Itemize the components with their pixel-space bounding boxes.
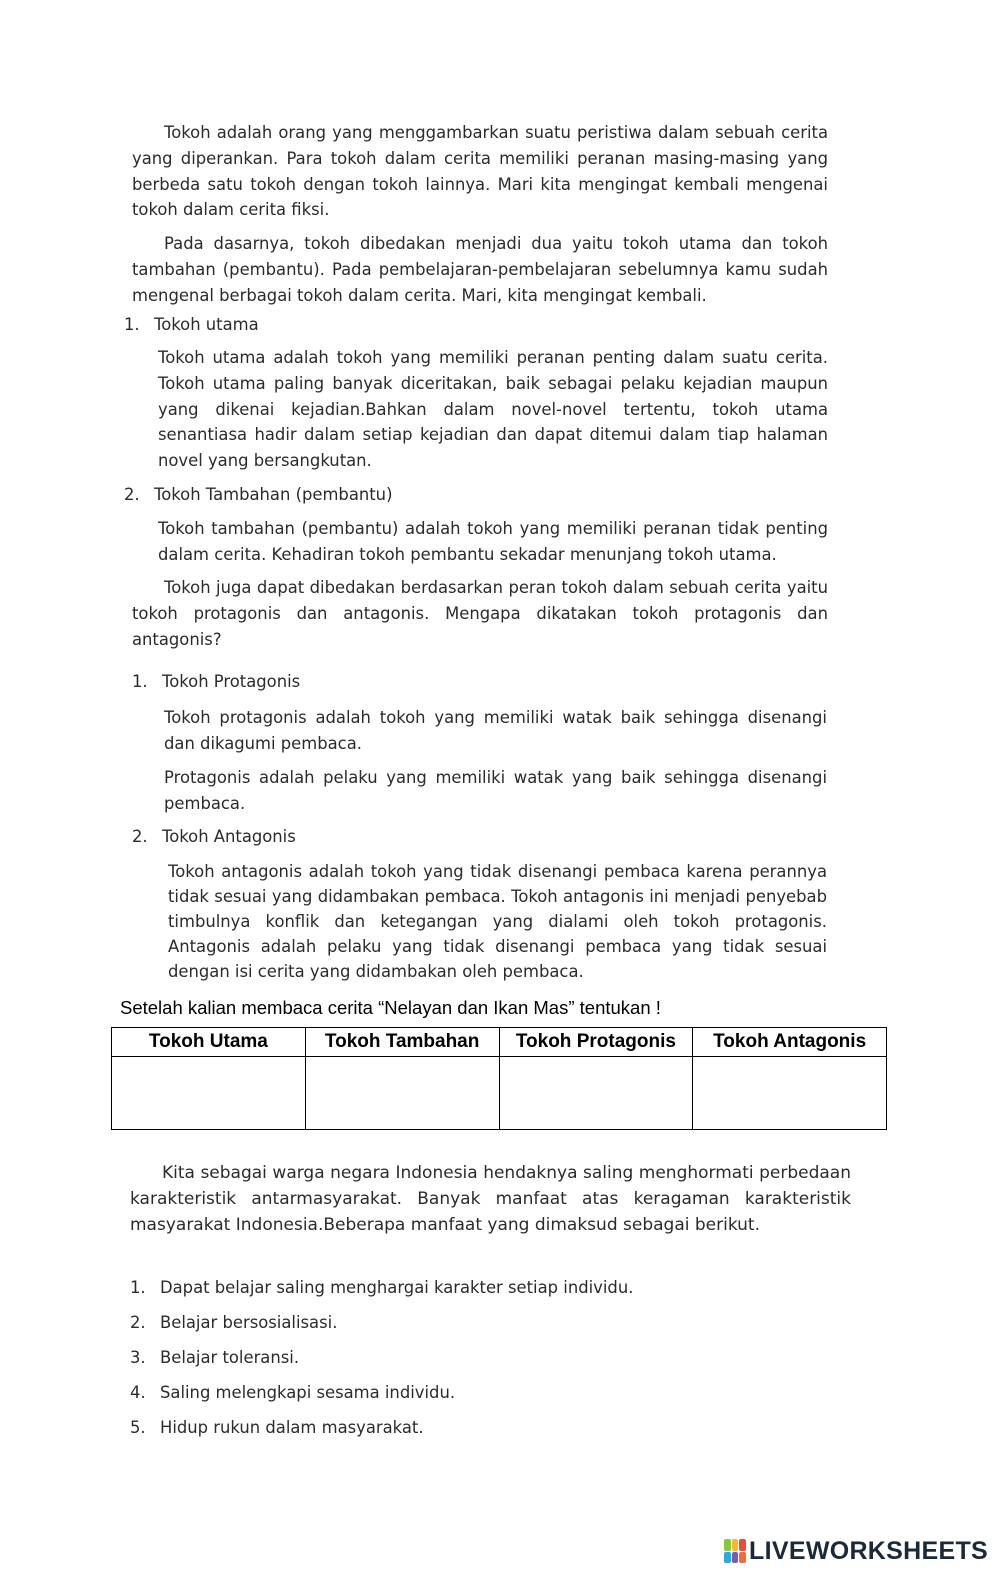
header-tokoh-tambahan: Tokoh Tambahan	[305, 1028, 499, 1057]
item-title: Tokoh utama	[154, 315, 259, 334]
liveworksheets-logo-text: LIVEWORKSHEETS	[749, 1536, 988, 1565]
item-number: 2.	[132, 827, 148, 846]
item-number: 2.	[124, 485, 140, 504]
header-tokoh-utama: Tokoh Utama	[112, 1028, 306, 1057]
intro-section-2	[132, 231, 828, 308]
protagonis-description-1: Tokoh protagonis adalah tokoh yang memiliki watak baik sehingga disenangi dan dikagumi pembaca.	[164, 708, 827, 753]
protagonis-description-block-2	[164, 765, 827, 817]
answer-cell-tokoh-protagonis[interactable]	[499, 1057, 693, 1130]
benefit-list-item	[130, 1311, 337, 1335]
liveworksheets-logo-icon	[724, 1539, 746, 1563]
logo-block	[724, 1539, 731, 1551]
item-title: Tokoh Antagonis	[162, 827, 296, 846]
item-text: Dapat belajar saling menghargai karakter setiap individu.	[160, 1278, 634, 1297]
item-number: 4.	[130, 1383, 146, 1402]
tokoh-utama-description-block	[158, 345, 828, 474]
antagonis-description-block	[168, 859, 827, 984]
liveworksheets-logo[interactable]	[724, 1536, 988, 1566]
answer-cell-tokoh-antagonis[interactable]	[693, 1057, 887, 1130]
logo-block	[732, 1552, 739, 1564]
benefit-list-item	[130, 1346, 299, 1370]
closing-paragraph: Kita sebagai warga negara Indonesia hendaknya saling menghormati perbedaan karakteristik antarmasyarakat. Banyak manfaat atas keragaman karakteristik masyarakat Indonesia.Beberapa manfaat yang dimaksud sebagai berikut.	[130, 1163, 851, 1235]
item-number: 5.	[130, 1418, 146, 1437]
item-number: 3.	[130, 1348, 146, 1367]
answer-cell-tokoh-tambahan[interactable]	[305, 1057, 499, 1130]
closing-section	[130, 1160, 851, 1238]
list-item-tokoh-antagonis	[132, 825, 296, 849]
logo-block	[724, 1552, 731, 1564]
protagonis-description-2: Protagonis adalah pelaku yang memiliki watak yang baik sehingga disenangi pembaca.	[164, 768, 827, 813]
item-number: 2.	[130, 1313, 146, 1332]
tokoh-tambahan-description-block	[158, 516, 828, 568]
worksheet-instruction: Setelah kalian membaca cerita “Nelayan dan Ikan Mas” tentukan !	[120, 997, 661, 1018]
item-text: Saling melengkapi sesama individu.	[160, 1383, 456, 1402]
logo-block	[732, 1539, 739, 1551]
roles-intro-paragraph: Tokoh juga dapat dibedakan berdasarkan peran tokoh dalam sebuah cerita yaitu tokoh protagonis dan antagonis. Mengapa dikatakan tokoh protagonis dan antagonis?	[132, 578, 828, 649]
header-tokoh-antagonis: Tokoh Antagonis	[693, 1028, 887, 1057]
answer-table-row	[112, 1057, 887, 1130]
list-item-tokoh-tambahan	[124, 483, 392, 507]
answer-table-header-row	[112, 1028, 887, 1057]
tokoh-utama-description: Tokoh utama adalah tokoh yang memiliki peranan penting dalam suatu cerita. Tokoh utama paling banyak diceritakan, baik sebagai pelaku kejadian maupun yang dikenai kejadian.Bahkan dalam novel-novel tertentu, tokoh utama senantiasa hadir dalam setiap kejadian dan dapat ditemui dalam tiap halaman novel yang bersangkutan.	[158, 348, 828, 471]
list-item-tokoh-utama	[124, 313, 259, 337]
item-number: 1.	[124, 315, 140, 334]
item-title: Tokoh Tambahan (pembantu)	[154, 485, 393, 504]
item-number: 1.	[130, 1278, 146, 1297]
roles-intro-section	[132, 575, 828, 652]
antagonis-description: Tokoh antagonis adalah tokoh yang tidak disenangi pembaca karena perannya tidak sesuai yang didambakan pembaca. Tokoh antagonis ini menjadi penyebab timbulnya konflik dan ketegangan yang dialami oleh tokoh protagonis. Antagonis adalah pelaku yang tidak disenangi pembaca yang tidak sesuai dengan isi cerita yang didambakan oleh pembaca.	[168, 862, 827, 981]
protagonis-description-block	[164, 705, 827, 757]
item-number: 1.	[132, 672, 148, 691]
item-text: Belajar toleransi.	[160, 1348, 300, 1367]
intro-paragraph-2: Pada dasarnya, tokoh dibedakan menjadi dua yaitu tokoh utama dan tokoh tambahan (pembantu). Pada pembelajaran-pembelajaran sebelumnya kamu sudah mengenal berbagai tokoh dalam cerita. Mari, kita mengingat kembali.	[132, 234, 828, 305]
benefit-list-item	[130, 1416, 424, 1440]
benefit-list-item	[130, 1381, 455, 1405]
answer-cell-tokoh-utama[interactable]	[112, 1057, 306, 1130]
header-tokoh-protagonis: Tokoh Protagonis	[499, 1028, 693, 1057]
item-text: Hidup rukun dalam masyarakat.	[160, 1418, 424, 1437]
intro-paragraph-1: Tokoh adalah orang yang menggambarkan suatu peristiwa dalam sebuah cerita yang diperankan. Para tokoh dalam cerita memiliki peranan masing-masing yang berbeda satu tokoh dengan tokoh lainnya. Mari kita mengingat kembali mengenai tokoh dalam cerita fiksi.	[132, 123, 828, 220]
tokoh-tambahan-description: Tokoh tambahan (pembantu) adalah tokoh yang memiliki peranan tidak penting dalam cerita. Kehadiran tokoh pembantu sekadar menunjang tokoh utama.	[158, 519, 828, 564]
intro-section	[132, 120, 828, 223]
item-text: Belajar bersosialisasi.	[160, 1313, 338, 1332]
answer-table	[111, 1027, 887, 1130]
logo-block	[739, 1552, 746, 1564]
list-item-tokoh-protagonis	[132, 670, 300, 694]
benefit-list-item	[130, 1276, 633, 1300]
logo-block	[739, 1539, 746, 1551]
item-title: Tokoh Protagonis	[162, 672, 301, 691]
